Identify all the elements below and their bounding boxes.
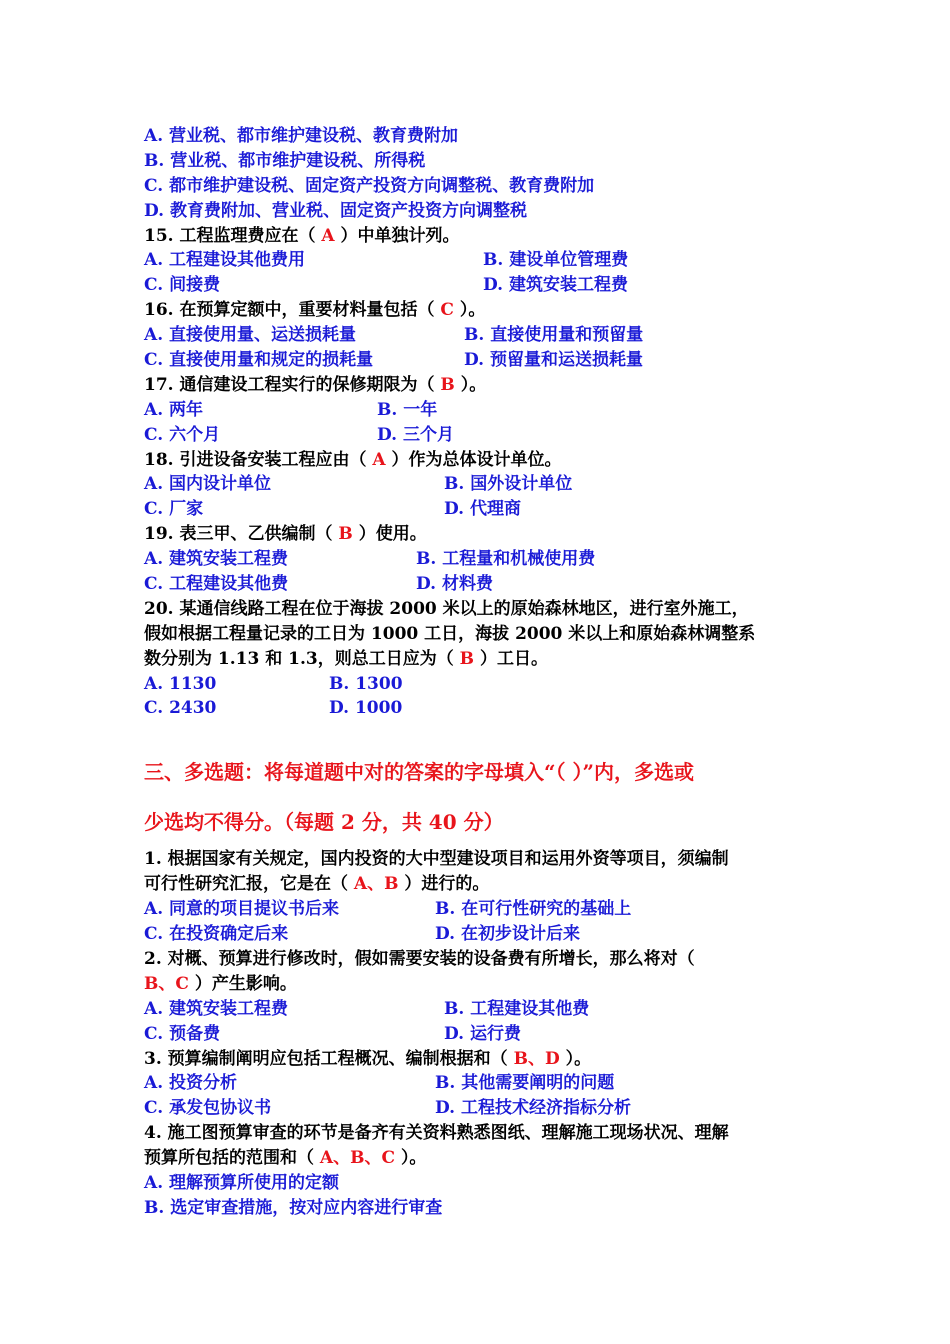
m2-option-d: D. 运行费 (444, 1023, 521, 1044)
m4-stem-line-2 (144, 1146, 814, 1171)
q20-option-a: A. 1130 (144, 673, 217, 694)
q18-stem-pre: 18. 引进设备安装工程应由（ (144, 449, 367, 470)
m4-option-b: B. 选定审查措施，按对应内容进行审查 (144, 1197, 443, 1218)
section-gap (144, 721, 814, 747)
m3-option-c: C. 承发包协议书 (144, 1098, 272, 1119)
q15-option-a: A. 工程建设其他费用 (144, 250, 306, 271)
m2-option-b: B. 工程建设其他费 (444, 998, 590, 1019)
m4-stem-line-1: 4. 施工图预算审查的环节是备齐有关资料熟悉图纸、理解施工现场状况、理解 (144, 1123, 729, 1144)
m1-option-d: D. 在初步设计后来 (435, 924, 580, 945)
q19-option-d: D. 材料费 (416, 574, 493, 595)
m3-stem-post: ）。 (565, 1048, 592, 1069)
m3-row-2 (144, 1096, 814, 1121)
m3-stem-pre: 3. 预算编制阐明应包括工程概况、编制根据和（ (144, 1048, 508, 1069)
q17-row-1 (144, 398, 814, 423)
document-page (144, 124, 814, 1221)
m3-stem (144, 1047, 814, 1072)
m2-answer: B、C (144, 973, 189, 994)
q14-option-b: B. 营业税、都市维护建设税、所得税 (144, 150, 426, 171)
q17-answer: B (440, 374, 455, 395)
q16-answer: C (440, 300, 454, 321)
q18-row-1 (144, 472, 814, 497)
q18-option-a: A. 国内设计单位 (144, 474, 272, 495)
q15-stem-post: ）中单独计列。 (340, 225, 460, 246)
q14-option-c: C. 都市维护建设税、固定资产投资方向调整税、教育费附加 (144, 175, 595, 196)
q15-row-2 (144, 273, 814, 298)
m2-stem-line-1: 2. 对概、预算进行修改时，假如需要安装的设备费有所增长，那么将对（ (144, 948, 695, 969)
q20-stem-line-3 (144, 647, 814, 672)
m1-stem-post: ）进行的。 (404, 874, 490, 895)
q19-option-b: B. 工程量和机械使用费 (416, 549, 596, 570)
q16-row-2 (144, 348, 814, 373)
q19-stem-post: ）使用。 (358, 524, 427, 545)
m3-option-a: A. 投资分析 (144, 1073, 238, 1094)
m1-stem-line-2 (144, 872, 814, 897)
q16-option-d: D. 预留量和运送损耗量 (464, 350, 643, 371)
q17-option-d: D. 三个月 (377, 424, 454, 445)
m3-option-b: B. 其他需要阐明的问题 (435, 1073, 615, 1094)
m4-stem-pre: 预算所包括的范围和（ (144, 1148, 314, 1169)
m2-stem-post: ）产生影响。 (194, 973, 297, 994)
q19-answer: B (338, 524, 353, 545)
q16-option-a: A. 直接使用量、运送损耗量 (144, 325, 357, 346)
m4-stem-post: ）。 (400, 1148, 427, 1169)
q19-stem (144, 522, 814, 547)
m1-row-1 (144, 897, 814, 922)
m1-option-c: C. 在投资确定后来 (144, 924, 289, 945)
q19-row-2 (144, 572, 814, 597)
q19-option-a: A. 建筑安装工程费 (144, 549, 289, 570)
q17-stem-pre: 17. 通信建设工程实行的保修期限为（ (144, 374, 435, 395)
q15-option-d: D. 建筑安装工程费 (483, 275, 628, 296)
q17-row-2 (144, 423, 814, 448)
q20-stem-line-2: 假如根据工程量记录的工日为 1000 工日，海拔 2000 米以上和原始森林调整系 (144, 623, 756, 644)
m1-option-a: A. 同意的项目提议书后来 (144, 899, 340, 920)
q15-option-c: C. 间接费 (144, 275, 221, 296)
m1-stem-pre: 可行性研究汇报，它是在（ (144, 874, 348, 895)
q16-stem-pre: 16. 在预算定额中，重要材料量包括（ (144, 300, 435, 321)
q15-stem (144, 224, 814, 249)
q18-stem-post: ）作为总体设计单位。 (391, 449, 562, 470)
m1-row-2 (144, 922, 814, 947)
m3-row-1 (144, 1071, 814, 1096)
q20-stem-line-1: 20. 某通信线路工程在位于海拔 2000 米以上的原始森林地区，进行室外施工， (144, 598, 749, 619)
q17-stem (144, 373, 814, 398)
m4-option-a: A. 理解预算所使用的定额 (144, 1172, 340, 1193)
m3-option-d: D. 工程技术经济指标分析 (435, 1098, 631, 1119)
q17-option-c: C. 六个月 (144, 424, 221, 445)
q18-answer: A (372, 449, 386, 470)
q18-row-2 (144, 497, 814, 522)
section-3-heading-line-1: 三、多选题：将每道题中对的答案的字母填入“（ ）”内，多选或 (144, 760, 694, 785)
q19-row-1 (144, 547, 814, 572)
q19-stem-pre: 19. 表三甲、乙供编制（ (144, 524, 333, 545)
q16-option-b: B. 直接使用量和预留量 (464, 325, 644, 346)
m1-option-b: B. 在可行性研究的基础上 (435, 899, 632, 920)
q17-option-b: B. 一年 (377, 399, 438, 420)
q18-option-b: B. 国外设计单位 (444, 474, 573, 495)
q14-option-a: A. 营业税、都市维护建设税、教育费附加 (144, 126, 459, 146)
m2-option-c: C. 预备费 (144, 1023, 221, 1044)
q20-stem-pre: 数分别为 1.13 和 1.3，则总工日应为（ (144, 648, 454, 669)
section-3-heading-line-2: 少选均不得分。（每题 2 分，共 40 分） (144, 810, 504, 835)
q20-answer: B (459, 648, 475, 669)
q15-answer: A (321, 225, 335, 246)
q14-option-d: D. 教育费附加、营业税、固定资产投资方向调整税 (144, 200, 527, 221)
q16-stem-post: ）。 (459, 300, 486, 321)
q18-option-d: D. 代理商 (444, 499, 521, 520)
q15-row-1 (144, 248, 814, 273)
q19-option-c: C. 工程建设其他费 (144, 574, 289, 595)
q16-option-c: C. 直接使用量和规定的损耗量 (144, 350, 374, 371)
q20-option-d: D. 1000 (329, 698, 403, 719)
m2-option-a: A. 建筑安装工程费 (144, 998, 289, 1019)
q20-row-1 (144, 672, 814, 697)
q18-option-c: C. 厂家 (144, 499, 204, 520)
q20-stem-post: ）工日。 (479, 648, 548, 669)
m2-row-2 (144, 1022, 814, 1047)
q20-row-2 (144, 696, 814, 721)
q20-option-c: C. 2430 (144, 698, 217, 719)
q16-row-1 (144, 323, 814, 348)
q18-stem (144, 448, 814, 473)
m2-stem-line-2 (144, 972, 814, 997)
q17-stem-post: ）。 (460, 374, 487, 395)
m1-answer: A、B (353, 874, 399, 895)
q15-option-b: B. 建设单位管理费 (483, 250, 629, 271)
q17-option-a: A. 两年 (144, 399, 204, 420)
q20-option-b: B. 1300 (329, 673, 403, 694)
m1-stem-line-1: 1. 根据国家有关规定，国内投资的大中型建设项目和运用外资等项目，须编制 (144, 849, 729, 870)
m2-row-1 (144, 997, 814, 1022)
q16-stem (144, 298, 814, 323)
m4-answer: A、B、C (319, 1148, 396, 1169)
q15-stem-pre: 15. 工程监理费应在（ (144, 225, 316, 246)
m3-answer: B、D (513, 1048, 560, 1069)
